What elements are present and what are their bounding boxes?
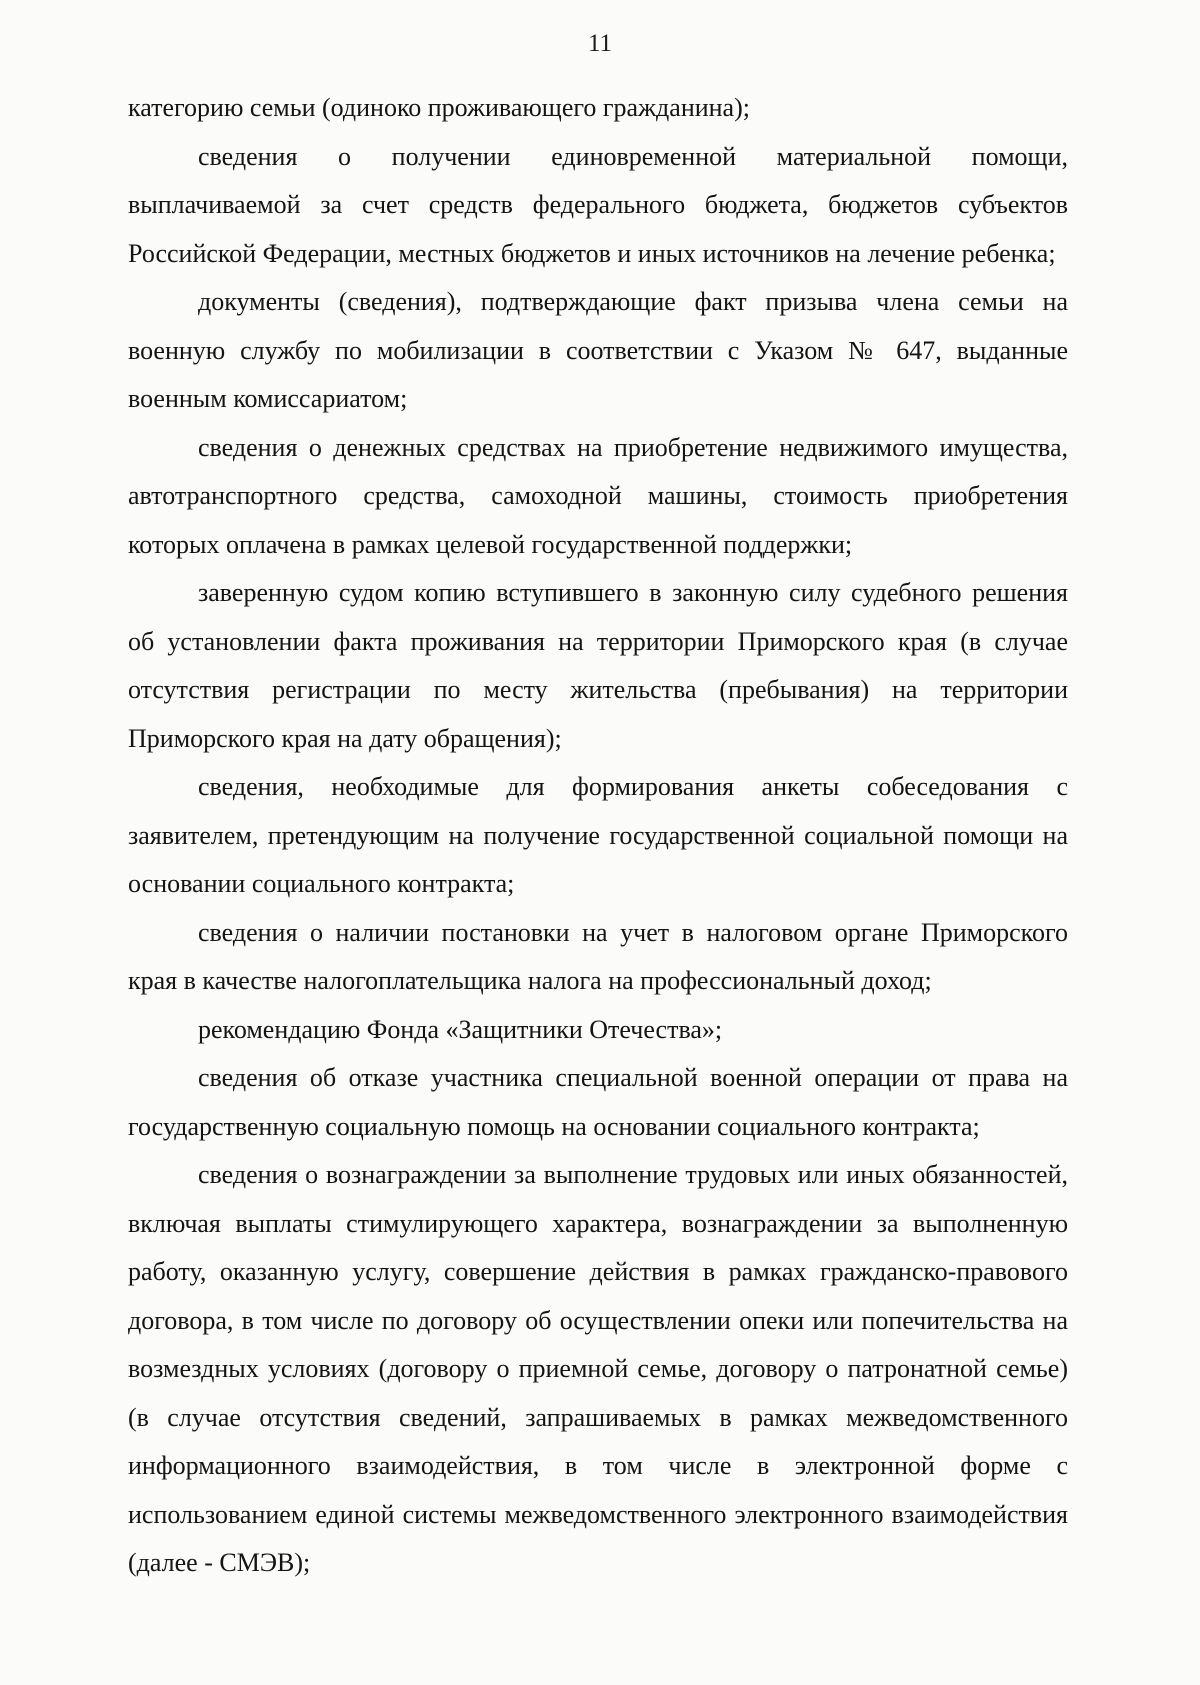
paragraph-family-category: категорию семьи (одиноко проживающего гражданина); [128, 93, 750, 122]
paragraph-svo-refusal: сведения об отказе участника специальной военной операции от права на государственную социальную помощь на основании социального контракта; [128, 1063, 1068, 1141]
paragraph-interview-questionnaire: сведения, необходимые для формирования анкеты собеседования с заявителем, претендующим на получение государственной социальной помощи на основании социального контракта; [128, 772, 1068, 898]
paragraph-tax-registration: сведения о наличии постановки на учет в налоговом органе Приморского края в качестве налогоплательщика налога на профессиональный доход; [128, 917, 1068, 995]
paragraph-court-decision: заверенную судом копию вступившего в законную силу судебного решения об установлении факта проживания на территории Приморского края (в случае отсутствия регистрации по месту жительства (пребывания) на территории Приморского края на дату обращения); [128, 578, 1068, 753]
paragraph-property-funds: сведения о денежных средствах на приобретение недвижимого имущества, автотранспортного средства, самоходной машины, стоимость приобретения которых оплачена в рамках целевой государственной поддержки; [128, 432, 1068, 559]
document-body [128, 84, 1068, 1588]
paragraph-fund-recommendation: рекомендацию Фонда «Защитники Отечества»; [198, 1014, 723, 1044]
paragraph-one-time-aid: сведения о получении единовременной материальной помощи, выплачиваемой за счет средств федерального бюджета, бюджетов субъектов Российской Федерации, местных бюджетов и иных источников на лечение ребенка; [128, 141, 1068, 268]
page-number: 11 [587, 30, 613, 57]
paragraph-mobilization-documents: документы (сведения), подтверждающие факт призыва члена семьи на военную службу по мобилизации в соответствии с Указом № 647, выданные военным комиссариатом; [128, 287, 1068, 413]
paragraph-remuneration: сведения о вознаграждении за выполнение трудовых или иных обязанностей, включая выплаты стимулирующего характера, вознаграждении за выполненную работу, оказанную услугу, совершение действия в рамках гражданско-правового договора, в том числе по договору об осуществлении опеки или попечительства на возмездных условиях (договору о приемной семье, договору о патронатной семье) (в случае отсутствия сведений, запрашиваемых в рамках межведомственного информационного взаимодействия, в том числе в электронной форме с использованием единой системы межведомственного электронного взаимодействия (далее - СМЭВ); [128, 1160, 1068, 1577]
